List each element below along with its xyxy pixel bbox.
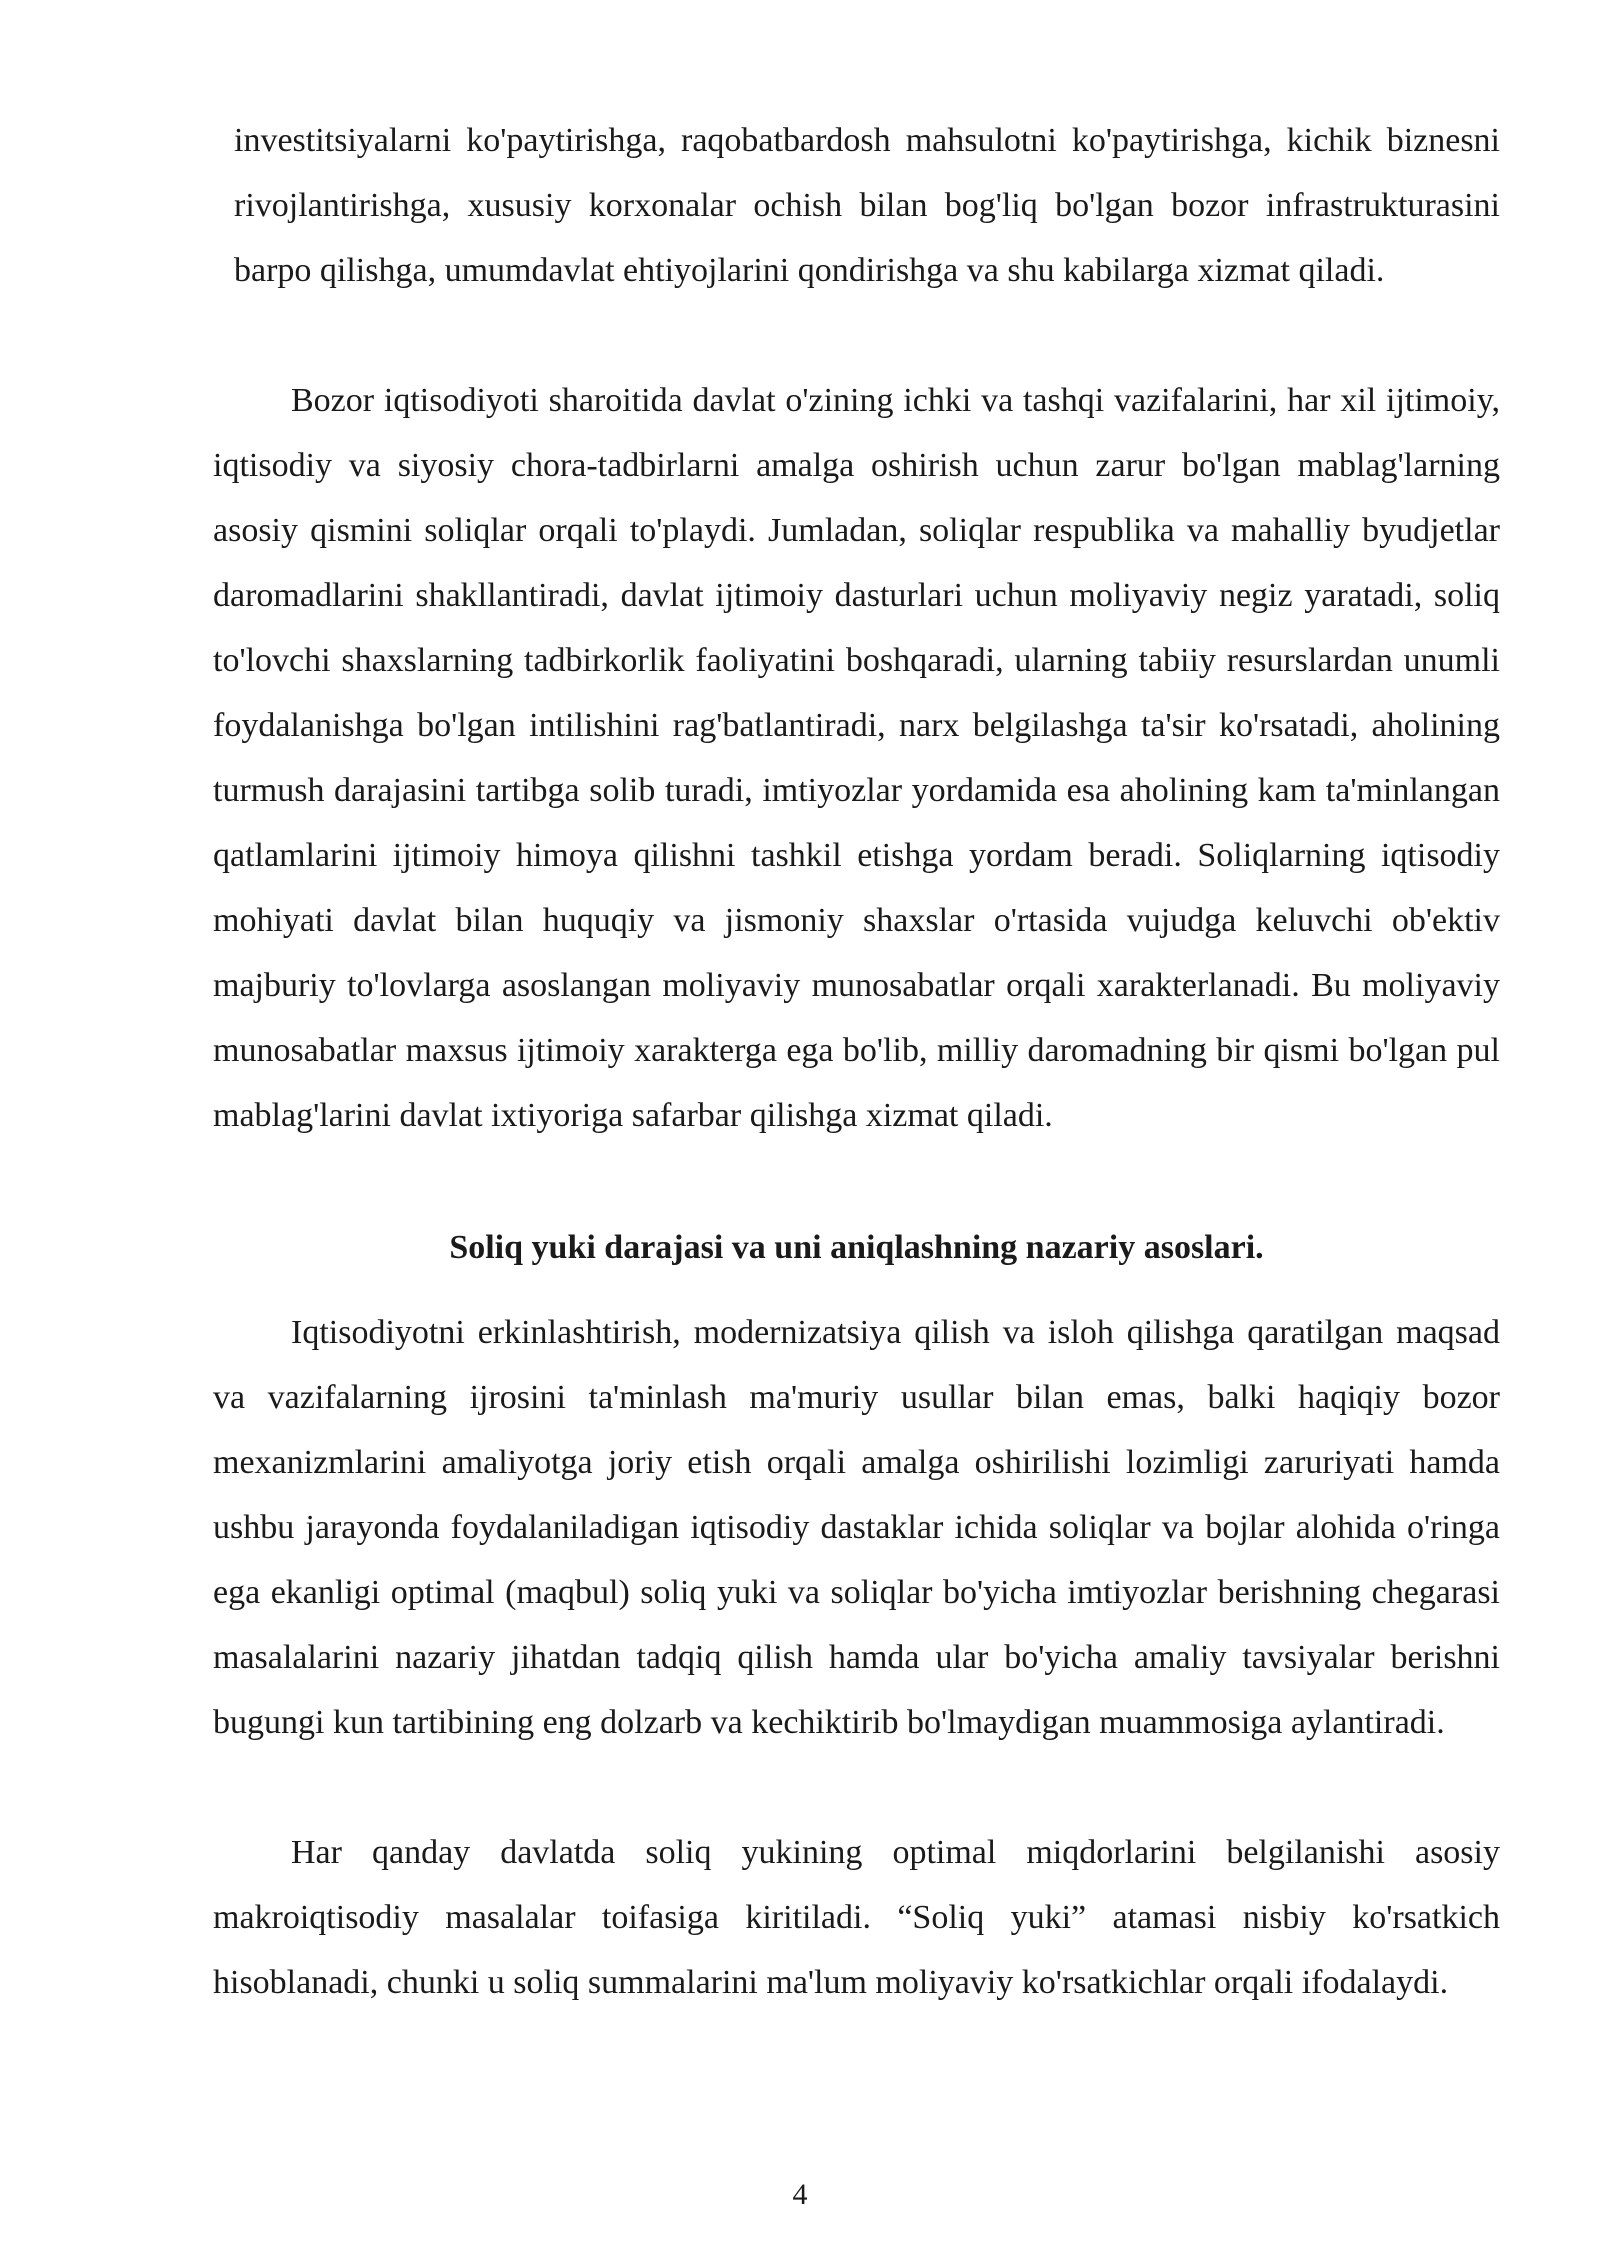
page-number: 4 xyxy=(792,2178,808,2211)
section-heading: Soliq yuki darajasi va uni aniqlashning nazariy asoslari. xyxy=(449,1229,1264,1266)
paragraph-continuation: investitsiyalarni ko'paytirishga, raqobatbardosh mahsulotni ko'paytirishga, kichik biznesni rivojlantirishga, xususiy korxonalar ochish bilan bog'liq bo'lgan bozor infrastrukturasini barpo qilishga, umumdavlat ehtiyojlarini qondirishga va shu kabilarga xizmat qiladi. xyxy=(234,122,1500,289)
paragraph-state-tax-collection: Bozor iqtisodiyoti sharoitida davlat o'zining ichki va tashqi vazifalarini, har xil ijtimoiy, iqtisodiy va siyosiy chora-tadbirlarni amalga oshirish uchun zarur bo'lgan mablag'larning asosiy qismini soliqlar orqali to'playdi. Jumladan, soliqlar respublika va mahalliy byudjetlar daromadlarini shakllantiradi, davlat ijtimoiy dasturlari uchun moliyaviy negiz yaratadi, soliq to'lovchi shaxslarning tadbirkorlik faoliyatini boshqaradi, ularning tabiiy resurslardan unumli foydalanishga bo'lgan intilishini rag'batlantiradi, narx belgilashga ta'sir ko'rsatadi, aholining turmush darajasini tartibga solib turadi, imtiyozlar yordamida esa aholining kam ta'minlangan qatlamlarini ijtimoiy himoya qilishni tashkil etishga yordam beradi. Soliqlarning iqtisodiy mohiyati davlat bilan huquqiy va jismoniy shaxslar o'rtasida vujudga keluvchi ob'ektiv majburiy to'lovlarga asoslangan moliyaviy munosabatlar orqali xarakterlanadi. Bu moliyaviy munosabatlar maxsus ijtimoiy xarakterga ega bo'lib, milliy daromadning bir qismi bo'lgan pul mablag'larini davlat ixtiyoriga safarbar qilishga xizmat qiladi. xyxy=(213,382,1500,1134)
paragraph-tax-burden-definition: Har qanday davlatda soliq yukining optimal miqdorlarini belgilanishi asosiy makroiqtisodiy masalalar toifasiga kiritiladi. “Soliq yuki” atamasi nisbiy ko'rsatkich hisoblanadi, chunki u soliq summalarini ma'lum moliyaviy ko'rsatkichlar orqali ifodalaydi. xyxy=(213,1834,1500,2001)
paragraph-economic-liberalization: Iqtisodiyotni erkinlashtirish, modernizatsiya qilish va isloh qilishga qaratilgan maqsad va vazifalarning ijrosini ta'minlash ma'muriy usullar bilan emas, balki haqiqiy bozor mexanizmlarini amaliyotga joriy etish orqali amalga oshirilishi lozimligi zaruriyati hamda ushbu jarayonda foydalaniladigan iqtisodiy dastaklar ichida soliqlar va bojlar alohida o'ringa ega ekanligi optimal (maqbul) soliq yuki va soliqlar bo'yicha imtiyozlar berishning chegarasi masalalarini nazariy jihatdan tadqiq qilish hamda ular bo'yicha amaliy tavsiyalar berishni bugungi kun tartibining eng dolzarb va kechiktirib bo'lmaydigan muammosiga aylantiradi. xyxy=(213,1314,1500,1741)
